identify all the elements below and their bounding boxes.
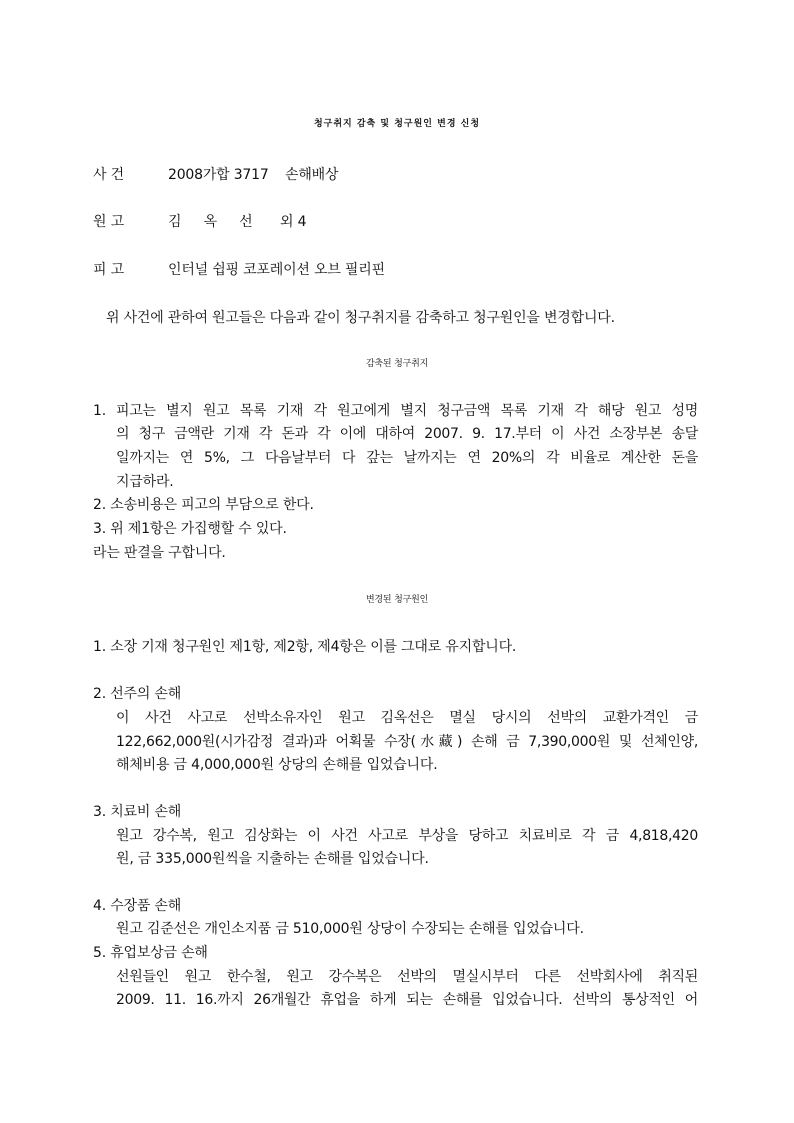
case-label: 사 건 bbox=[93, 167, 124, 183]
section-heading-reduced-claims: 감축된 청구취지 bbox=[365, 359, 429, 369]
cause-item-4-line-1: 원고 김준선은 개인소지품 금 510,000원 상당이 수장되는 손해를 입었습니다. bbox=[116, 921, 584, 937]
cause-item-4-heading: 4. 수장품 손해 bbox=[93, 898, 182, 914]
claim-item-2: 2. 소송비용은 피고의 부담으로 한다. bbox=[93, 497, 314, 513]
cause-item-3-line-2: 원, 금 335,000원씩을 지출하는 손해를 입었습니다. bbox=[116, 851, 429, 867]
defendant-label: 피 고 bbox=[93, 262, 124, 278]
cause-item-1: 1. 소장 기재 청구원인 제1항, 제2항, 제4항은 이를 그대로 유지합니다. bbox=[93, 639, 517, 655]
cause-item-5-line-1: 선원들인 원고 한수철, 원고 강수복은 선박의 멸실시부터 다른 선박회사에 취직된 bbox=[116, 969, 698, 985]
plaintiff-extra: 외 4 bbox=[280, 214, 307, 230]
claim-item-3: 3. 위 제1항은 가집행할 수 있다. bbox=[93, 521, 287, 537]
cause-item-5-line-2: 2009. 11. 16.까지 26개월간 휴업을 하게 되는 손해를 입었습니다. 선박의 통상적인 어 bbox=[116, 992, 698, 1008]
claim-item-1-line-4: 지급하라. bbox=[116, 474, 174, 490]
cause-item-2-line-3: 해체비용 금 4,000,000원 상당의 손해를 입었습니다. bbox=[116, 757, 438, 773]
plaintiff-name: 김 옥 선 bbox=[168, 214, 253, 230]
plaintiff-label: 원 고 bbox=[93, 214, 124, 230]
document-title: 청구취지 감축 및 청구원인 변경 신청 bbox=[313, 119, 481, 129]
claim-closing: 라는 판결을 구합니다. bbox=[93, 545, 226, 561]
cause-item-5-heading: 5. 휴업보상금 손해 bbox=[93, 945, 208, 961]
section-heading-changed-causes: 변경된 청구원인 bbox=[365, 595, 429, 605]
cause-item-3-heading: 3. 치료비 손해 bbox=[93, 804, 182, 820]
defendant-name: 인터널 쉽핑 코포레이션 오브 필리핀 bbox=[168, 262, 385, 278]
cause-item-2-line-2: 122,662,000원(시가감정 결과)과 어획물 수장(水藏) 손해 금 7,390,000원 및 선체인양, bbox=[116, 734, 698, 750]
claim-item-1-line-1: 피고는 별지 원고 목록 기재 각 원고에게 별지 청구금액 목록 기재 각 해당 원고 성명 bbox=[116, 403, 698, 419]
claim-item-1-line-3: 일까지는 연 5%, 그 다음날부터 다 갚는 날까지는 연 20%의 각 비율로 계산한 돈을 bbox=[116, 450, 698, 466]
cause-item-3-line-1: 원고 강수복, 원고 김상화는 이 사건 사고로 부상을 당하고 치료비로 각 금 4,818,420 bbox=[116, 828, 698, 844]
case-name: 손해배상 bbox=[285, 167, 339, 183]
list-marker: 1. bbox=[93, 403, 106, 419]
cause-item-2-heading: 2. 선주의 손해 bbox=[93, 686, 182, 702]
claim-item-1-line-2: 의 청구 금액란 기재 각 돈과 각 이에 대하여 2007. 9. 17.부터 이 사건 소장부본 송달 bbox=[116, 426, 698, 442]
cause-item-2-line-1: 이 사건 사고로 선박소유자인 원고 김옥선은 멸실 당시의 선박의 교환가격인 금 bbox=[116, 710, 698, 726]
case-number: 2008가합 3717 bbox=[168, 167, 269, 183]
intro-paragraph: 위 사건에 관하여 원고들은 다음과 같이 청구취지를 감축하고 청구원인을 변경합니다. bbox=[106, 310, 615, 326]
